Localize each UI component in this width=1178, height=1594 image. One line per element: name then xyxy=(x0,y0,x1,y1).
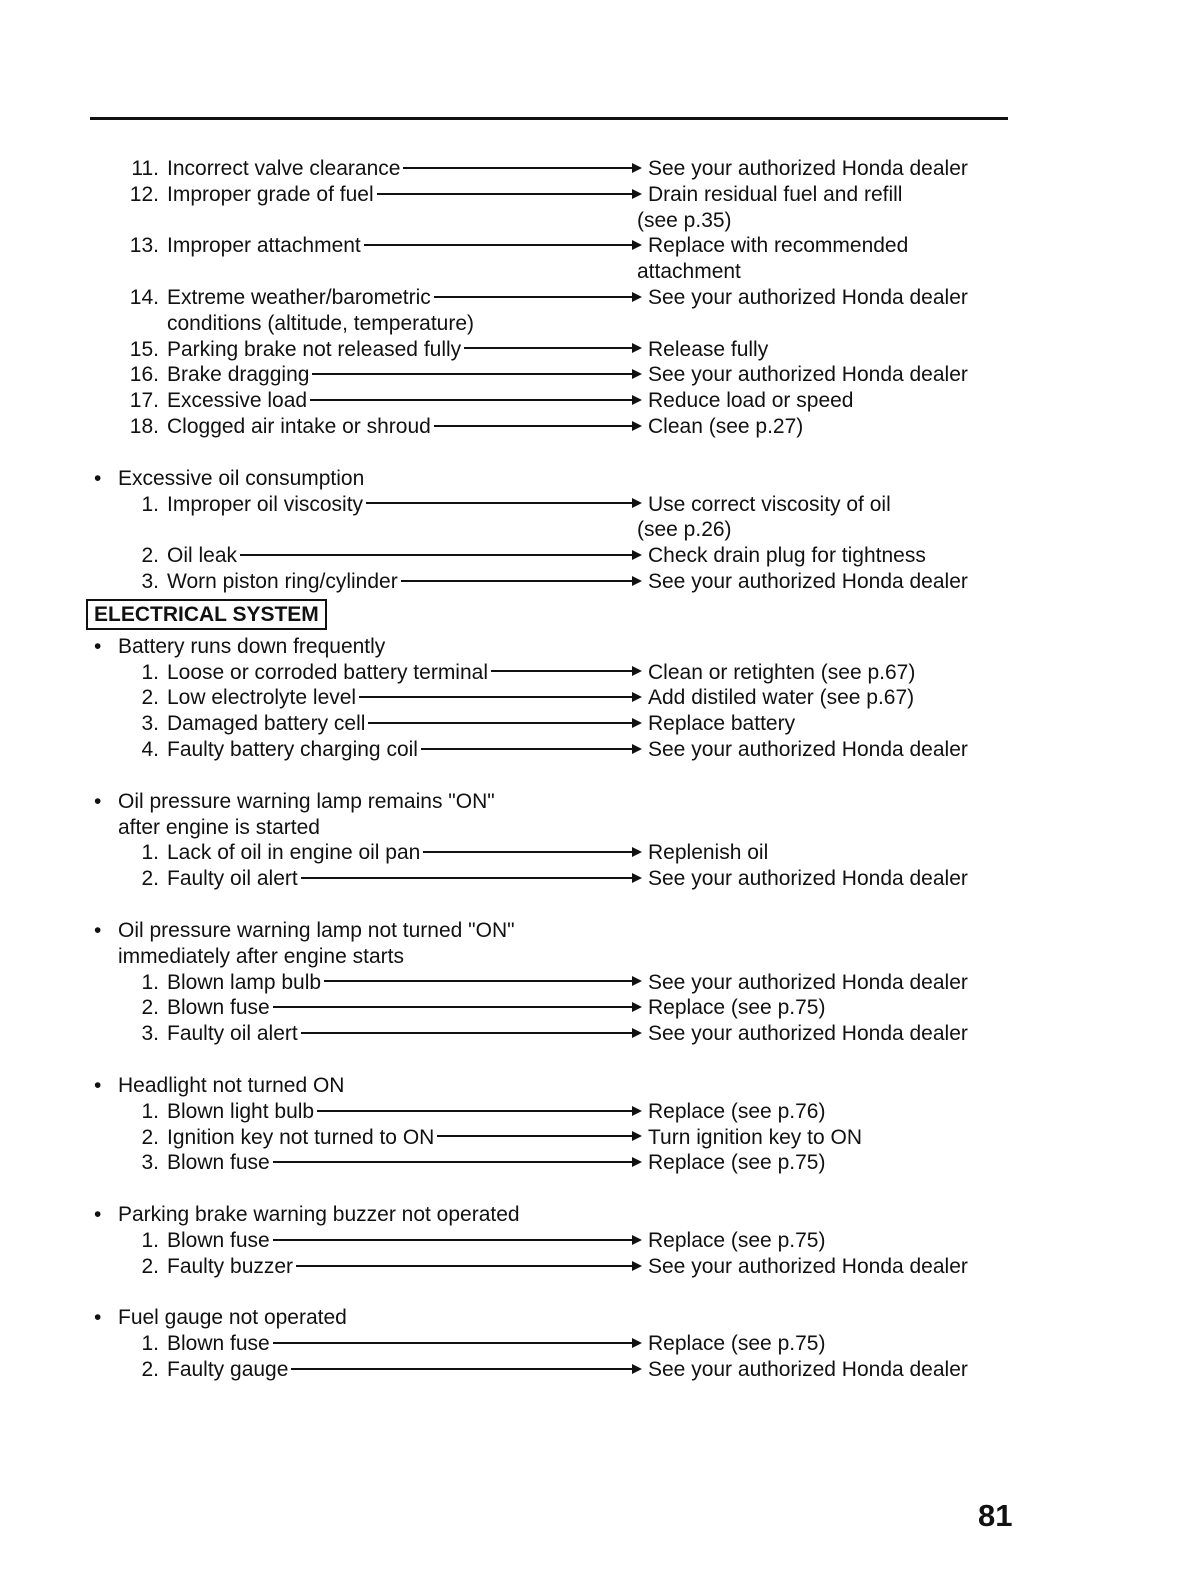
arrow-leader xyxy=(301,877,640,879)
troubleshooting-list xyxy=(92,156,1012,1383)
list-item: 3. Worn piston ring/cylinder See your authorized Honda dealer xyxy=(141,569,968,593)
arrow-leader xyxy=(423,851,640,853)
symptom-heading: • Oil pressure warning lamp not turned "ON" xyxy=(94,918,515,942)
arrow-leader xyxy=(368,722,640,724)
arrow-leader xyxy=(273,1161,640,1163)
list-item: 4. Faulty battery charging coil See your authorized Honda dealer xyxy=(141,737,968,761)
symptom-heading: • Headlight not turned ON xyxy=(94,1073,345,1097)
list-item: 1. Loose or corroded battery terminal Clean or retighten (see p.67) xyxy=(141,660,916,684)
page-number: 81 xyxy=(978,1498,1013,1533)
list-item: 14. Extreme weather/barometric See your authorized Honda dealer xyxy=(129,285,968,309)
bullet-icon: • xyxy=(94,1203,102,1227)
list-item: 16. Brake dragging See your authorized Honda dealer xyxy=(129,363,968,387)
arrow-leader xyxy=(377,193,640,195)
arrow-leader xyxy=(273,1342,640,1344)
list-item: 3. Damaged battery cell Replace battery xyxy=(141,712,796,736)
arrow-leader xyxy=(437,1135,640,1137)
arrow-leader xyxy=(324,980,640,982)
bullet-icon: • xyxy=(94,918,102,942)
arrow-leader xyxy=(273,1006,640,1008)
list-item: 11. Incorrect valve clearance See your authorized Honda dealer xyxy=(131,157,968,180)
arrow-leader xyxy=(366,502,640,504)
list-item: 2. Faulty oil alert See your authorized Honda dealer xyxy=(141,867,968,891)
cause-continuation: conditions (altitude, temperature) xyxy=(167,311,474,335)
symptom-heading: • Fuel gauge not operated xyxy=(94,1306,347,1330)
arrow-leader xyxy=(434,296,640,298)
bullet-icon: • xyxy=(94,634,102,658)
list-item: 18. Clogged air intake or shroud Clean (see p.27) xyxy=(129,414,804,438)
top-rule xyxy=(90,117,1008,120)
list-item: 15. Parking brake not released fully Release fully xyxy=(129,337,769,361)
bullet-icon: • xyxy=(94,466,102,490)
list-item: 13. Improper attachment Replace with recommended xyxy=(129,234,909,258)
remedy-continuation: (see p.26) xyxy=(637,518,732,542)
section-header-electrical: ELECTRICAL SYSTEM xyxy=(86,599,327,630)
list-item: 2. Faulty gauge See your authorized Honda dealer xyxy=(141,1358,968,1382)
arrow-leader xyxy=(291,1368,640,1370)
arrow-leader xyxy=(401,580,640,582)
arrow-leader xyxy=(421,748,640,750)
bullet-icon: • xyxy=(94,789,102,813)
list-item: 1. Blown fuse Replace (see p.75) xyxy=(141,1332,826,1356)
list-item: 3. Faulty oil alert See your authorized Honda dealer xyxy=(141,1022,968,1046)
symptom-heading-continuation: after engine is started xyxy=(118,815,320,839)
arrow-leader xyxy=(491,670,640,672)
symptom-heading-continuation: immediately after engine starts xyxy=(118,944,404,968)
list-item: 1. Blown lamp bulb See your authorized Honda dealer xyxy=(141,970,968,994)
arrow-leader xyxy=(317,1110,640,1112)
list-item: 1. Improper oil viscosity Use correct viscosity of oil xyxy=(141,492,891,516)
bullet-icon: • xyxy=(94,1306,102,1330)
list-item: 1. Lack of oil in engine oil pan Replenish oil xyxy=(141,841,769,865)
list-item: 17. Excessive load Reduce load or speed xyxy=(129,389,854,413)
arrow-leader xyxy=(464,347,640,349)
arrow-leader xyxy=(240,554,640,556)
arrow-leader xyxy=(273,1239,640,1241)
symptom-heading: • Excessive oil consumption xyxy=(94,466,365,490)
list-item: 2. Blown fuse Replace (see p.75) xyxy=(141,996,826,1020)
list-item: 2. Faulty buzzer See your authorized Honda dealer xyxy=(141,1254,968,1278)
list-item: 3. Blown fuse Replace (see p.75) xyxy=(141,1151,826,1175)
list-item: 12. Improper grade of fuel Drain residual fuel and refill xyxy=(129,182,903,206)
list-item: 2. Oil leak Check drain plug for tightness xyxy=(141,544,926,568)
arrow-leader xyxy=(434,425,640,427)
arrow-leader xyxy=(296,1265,640,1267)
arrow-leader xyxy=(359,696,640,698)
arrow-leader xyxy=(310,399,640,401)
symptom-heading: • Parking brake warning buzzer not operated xyxy=(94,1203,520,1227)
remedy-continuation: (see p.35) xyxy=(637,208,732,232)
list-item: 2. Ignition key not turned to ON Turn ignition key to ON xyxy=(141,1125,862,1149)
remedy-continuation: attachment xyxy=(637,260,741,284)
bullet-icon: • xyxy=(94,1073,102,1097)
arrow-leader xyxy=(403,167,640,169)
arrow-leader xyxy=(364,244,640,246)
arrow-leader xyxy=(301,1032,640,1034)
list-item: 1. Blown light bulb Replace (see p.76) xyxy=(141,1099,826,1123)
arrow-leader xyxy=(312,373,640,375)
symptom-heading: • Battery runs down frequently xyxy=(94,634,386,658)
list-item: 1. Blown fuse Replace (see p.75) xyxy=(141,1228,826,1252)
symptom-heading: • Oil pressure warning lamp remains "ON" xyxy=(94,789,495,813)
list-item: 2. Low electrolyte level Add distiled water (see p.67) xyxy=(141,686,915,710)
